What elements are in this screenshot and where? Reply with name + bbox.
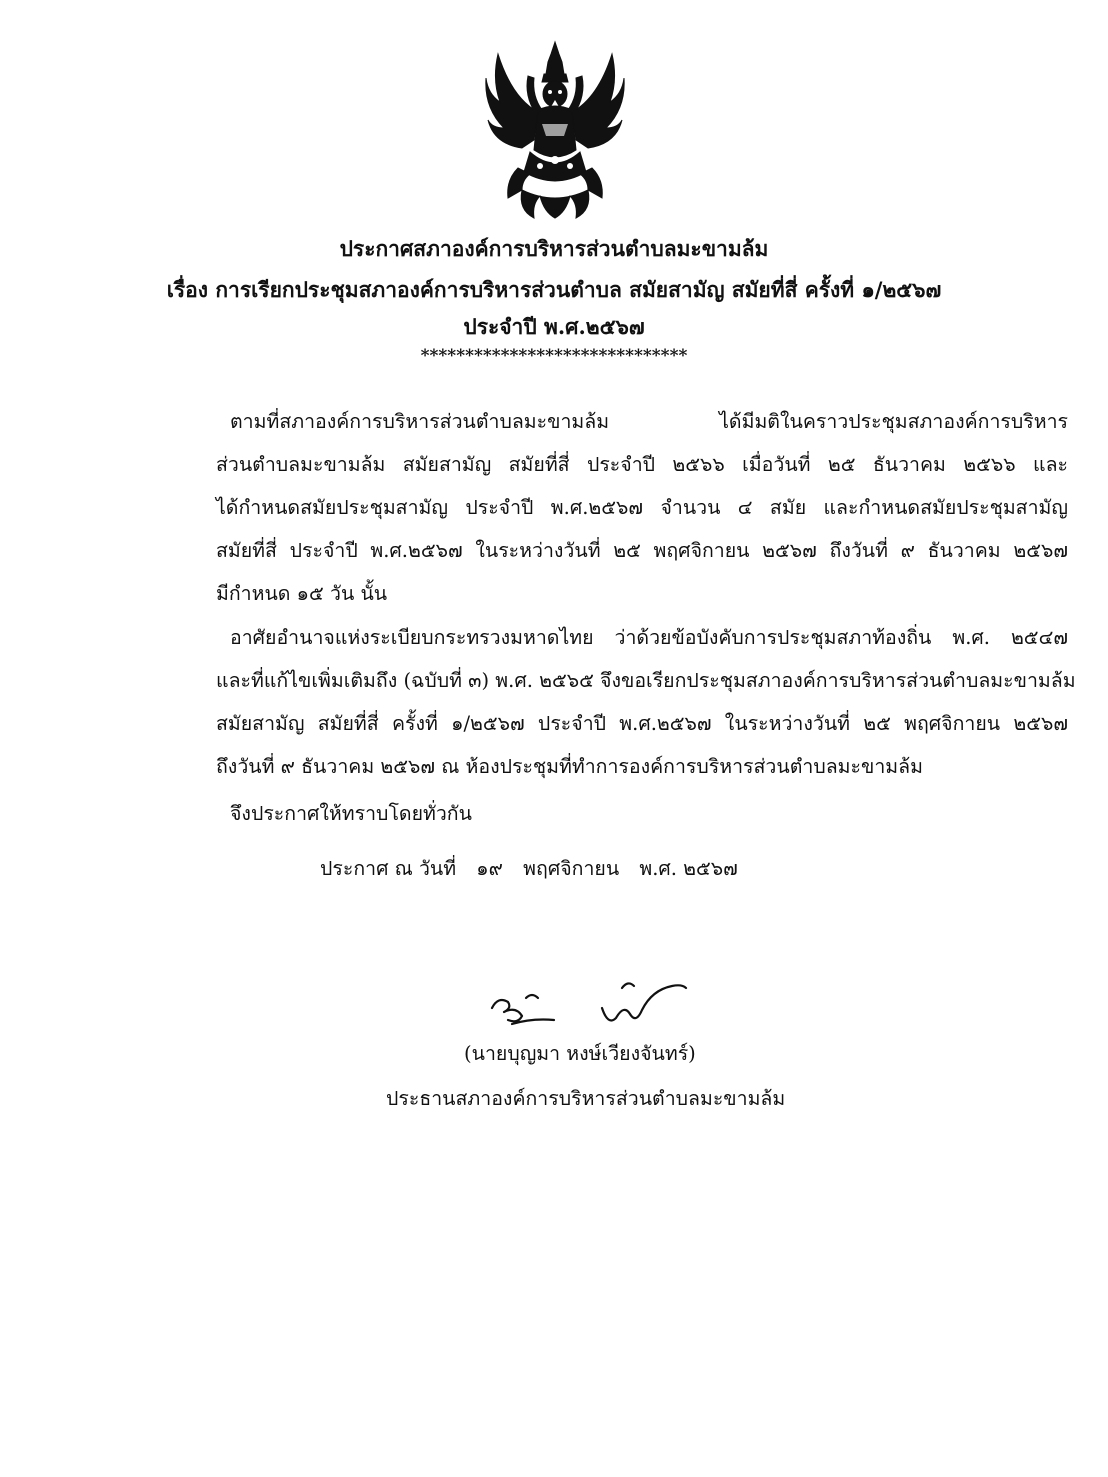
announcement-date: [320, 853, 752, 884]
date-prefix: ประกาศ ณ วันที่: [320, 857, 457, 880]
paragraph-2-line: และที่แก้ไขเพิ่มเติมถึง (ฉบับที่ ๓) พ.ศ. ๒๕๖๕ จึงขอเรียกประชุมสภาองค์การบริหารส่วนตำบลมะขามล้ม: [216, 669, 1076, 692]
paragraph-2-line: อาศัยอำนาจแห่งระเบียบกระทรวงมหาดไทย ว่าด้วยข้อบังคับการประชุมสภาท้องถิ่น พ.ศ. ๒๕๔๗: [230, 626, 1068, 649]
handwritten-signature-icon: [482, 968, 702, 1038]
paragraph-1-line: ตามที่สภาองค์การบริหารส่วนตำบลมะขามล้ม ได้มีมติในคราวประชุมสภาองค์การบริหาร: [230, 410, 1068, 433]
document-year: ประจำปี พ.ศ.๒๕๖๗: [463, 314, 645, 339]
document-title: ประกาศสภาองค์การบริหารส่วนตำบลมะขามล้ม: [339, 236, 769, 261]
date-day: ๑๙: [476, 857, 503, 880]
paragraph-1-line: สมัยที่สี่ ประจำปี พ.ศ.๒๕๖๗ ในระหว่างวันที่ ๒๕ พฤศจิกายน ๒๕๖๗ ถึงวันที่ ๙ ธันวาคม ๒๕๖๗: [216, 539, 1068, 562]
paragraph-1-line: มีกำหนด ๑๕ วัน นั้น: [216, 582, 388, 605]
date-year: พ.ศ. ๒๕๖๗: [639, 857, 738, 880]
separator-line: ******************************: [420, 346, 688, 366]
paragraph-1-line: ส่วนตำบลมะขามล้ม สมัยสามัญ สมัยที่สี่ ประจำปี ๒๕๖๖ เมื่อวันที่ ๒๕ ธันวาคม ๒๕๖๖ และ: [216, 453, 1068, 476]
signer-title: ประธานสภาองค์การบริหารส่วนตำบลมะขามล้ม: [386, 1087, 786, 1110]
paragraph-2-line: ถึงวันที่ ๙ ธันวาคม ๒๕๖๗ ณ ห้องประชุมที่ทำการองค์การบริหารส่วนตำบลมะขามล้ม: [216, 755, 923, 778]
date-month: พฤศจิกายน: [523, 857, 620, 880]
paragraph-2-line: สมัยสามัญ สมัยที่สี่ ครั้งที่ ๑/๒๕๖๗ ประจำปี พ.ศ.๒๕๖๗ ในระหว่างวันที่ ๒๕ พฤศจิกายน ๒๕๖๗: [216, 712, 1068, 735]
document-subject: เรื่อง การเรียกประชุมสภาองค์การบริหารส่วนตำบล สมัยสามัญ สมัยที่สี่ ครั้งที่ ๑/๒๕๖๗: [166, 277, 942, 302]
garuda-emblem-icon: [478, 40, 632, 220]
signer-name: (นายบุญมา หงษ์เวียงจันทร์): [464, 1042, 696, 1065]
closing-statement: จึงประกาศให้ทราบโดยทั่วกัน: [230, 802, 472, 825]
paragraph-1-line: ได้กำหนดสมัยประชุมสามัญ ประจำปี พ.ศ.๒๕๖๗ จำนวน ๔ สมัย และกำหนดสมัยประชุมสามัญ: [216, 496, 1068, 519]
